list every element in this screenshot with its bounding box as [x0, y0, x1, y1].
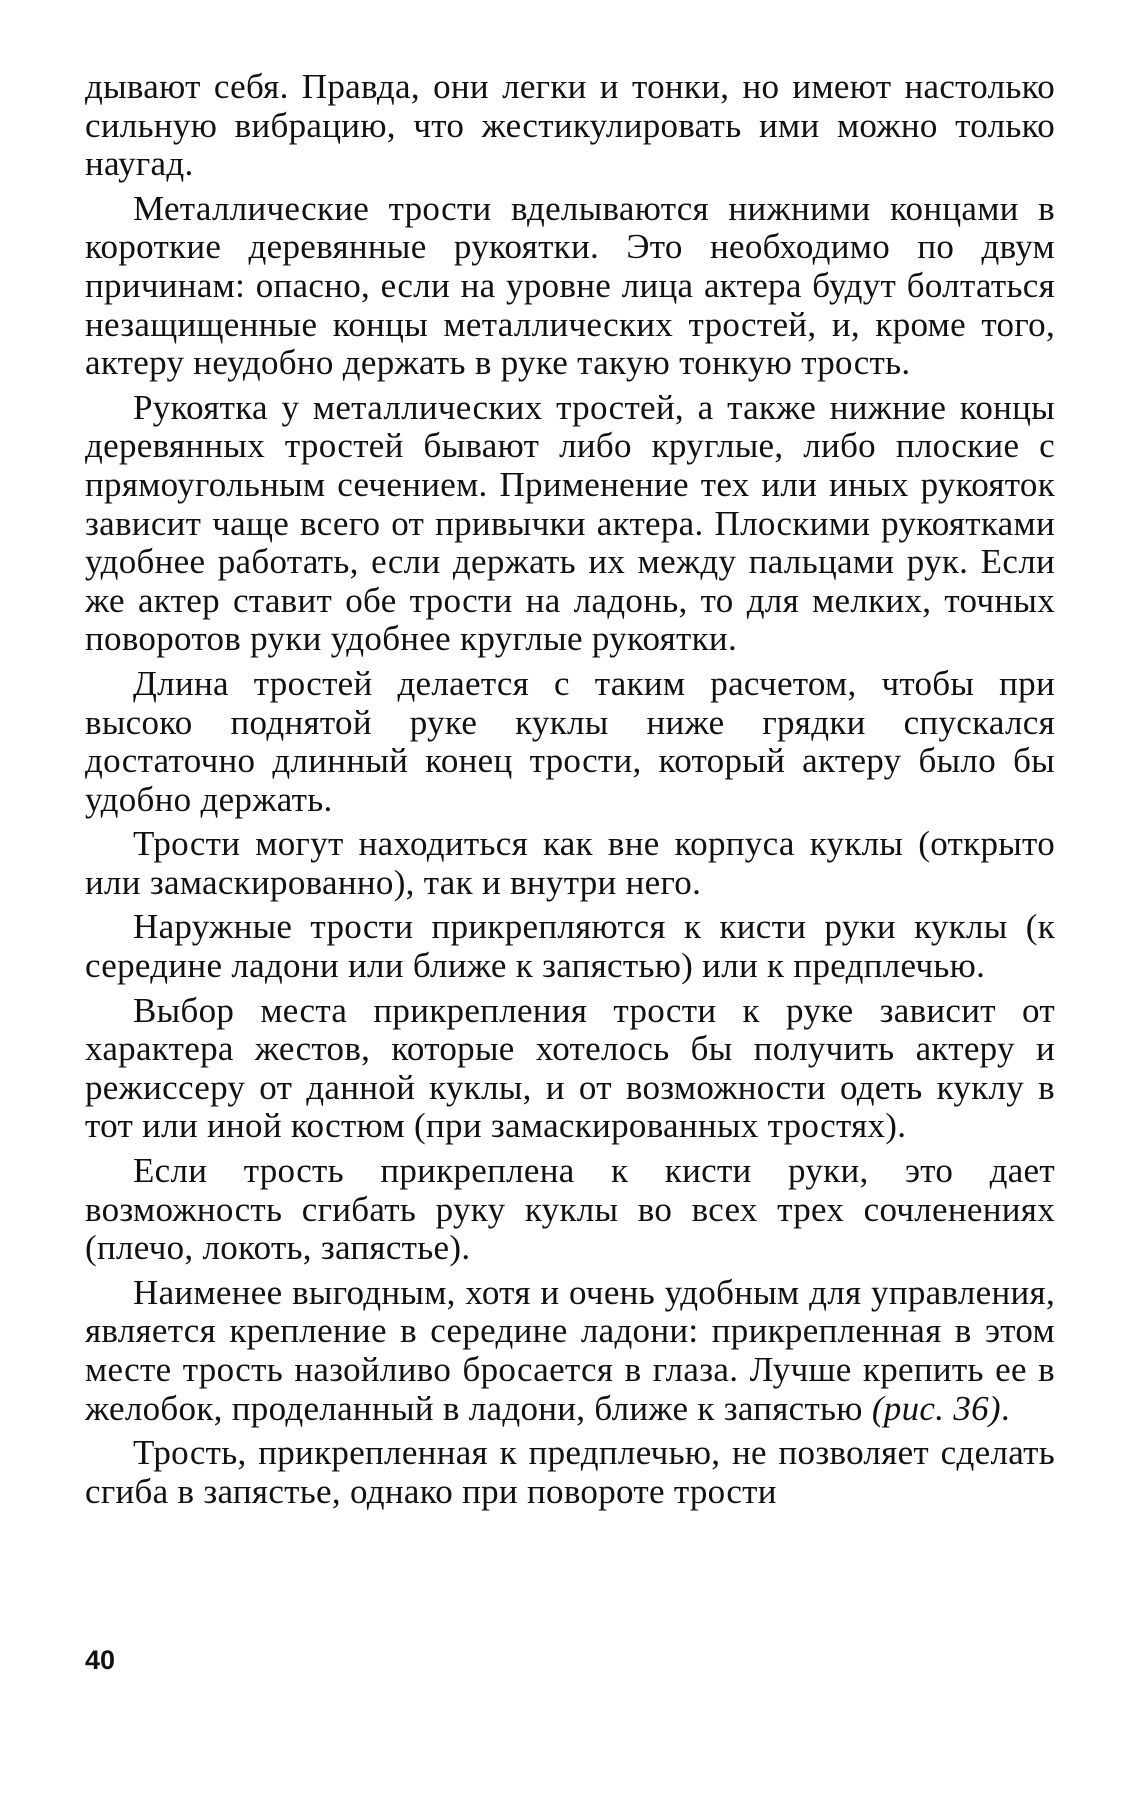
paragraph-8: Если трость прикреплена к кисти руки, это дает возможность сгибать руку куклы во всех трех сочленениях (плечо, локоть, запястье). [85, 1151, 1055, 1268]
paragraph-3: Рукоятка у металлических тростей, а также нижние концы деревянных тростей бывают либо круглые, либо плоские с прямоугольным сечением. Применение тех или иных рукояток зависит чаще всего от привычки актера. Плоскими рукоятками удобнее работать, если держать их между пальцами рук. Если же актер ставит обе трости на ладонь, то для мелких, точных поворотов руки удобнее круглые рукоятки. [85, 387, 1055, 659]
paragraph-5: Трости могут находиться как вне корпуса куклы (открыто или замаскированно), так и внутри него. [85, 824, 1055, 902]
page-number: 40 [85, 1645, 116, 1675]
paragraph-9-end: . [1000, 1388, 1010, 1428]
figure-reference: (рис. 36) [871, 1388, 1001, 1428]
paragraph-6: Наружные трости прикрепляются к кисти руки куклы (к середине ладони или ближе к запястью) или к предплечью. [85, 907, 1055, 986]
paragraph-10: Трость, прикрепленная к предплечью, не позволяет сделать сгиба в запястье, однако при повороте трости [85, 1433, 1055, 1511]
paragraph-2: Металлические трости вделываются нижними концами в короткие деревянные рукоятки. Это необходимо по двум причинам: опасно, если на уровне лица актера будут болтаться незащищенные концы металлических тростей, и, кроме того, актеру неудобно держать в руке такую тонкую трость. [85, 188, 1055, 383]
paragraph-9-text: Наименее выгодным, хотя и очень удобным для управления, является крепление в середине ладони: прикрепленная в этом месте трость назойливо бросается в глаза. Лучше крепить ее в желобок, проделанный в ладони, ближе к запястью [85, 1272, 1055, 1428]
paragraph-1: дывают себя. Правда, они легки и тонки, но имеют настолько сильную вибрацию, что жестикулировать ими можно только наугад. [85, 67, 1055, 184]
paragraph-4: Длина тростей делается с таким расчетом, чтобы при высоко поднятой руке куклы ниже грядки спускался достаточно длинный конец трости, который актеру было бы удобно держать. [85, 663, 1055, 819]
paragraph-9 [85, 1274, 1055, 1428]
page-body [85, 68, 1055, 1517]
paragraph-7: Выбор места прикрепления трости к руке зависит от характера жестов, которые хотелось бы получить актеру и режиссеру от данной куклы, и от возможности одеть куклу в тот или иной костюм (при замаскированных тростях). [85, 990, 1055, 1146]
